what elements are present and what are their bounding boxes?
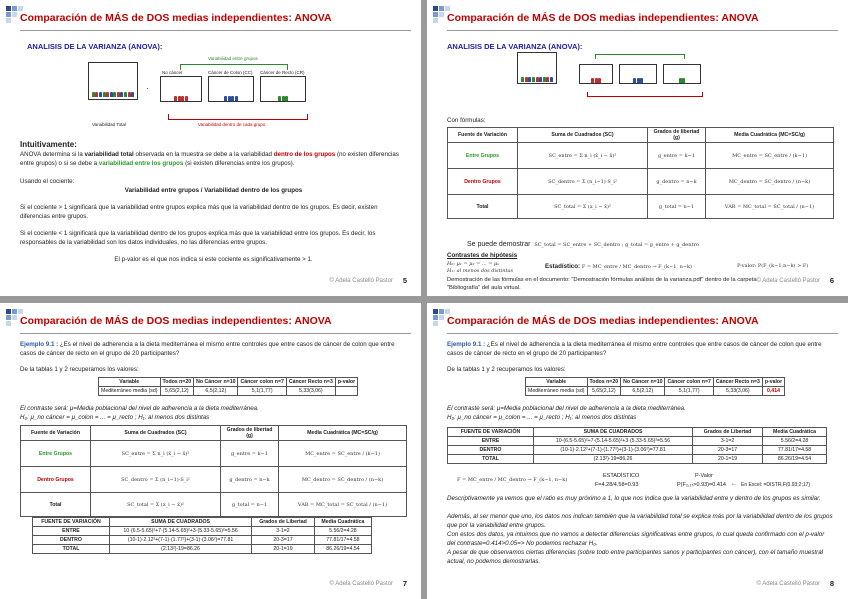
nt-r2c1: (2.13²)·19=86.26 — [109, 545, 251, 554]
mt-c0: Mediterráneo media (sd) — [526, 387, 588, 396]
pvalor-header: P-Valor — [695, 473, 713, 479]
row-total-sc: SC_total = Σ (x_i − x̄)² — [91, 493, 221, 517]
p1-b: variabilidad total — [84, 151, 134, 158]
nt-r2c0: TOTAL — [448, 455, 534, 464]
se-puede-text: Se puede demostrar — [467, 241, 531, 248]
slide-7 — [0, 303, 421, 599]
mt-h4: Cáncer Recto n=3 — [713, 378, 762, 387]
nt-r0c2: 3-1=2 — [693, 437, 763, 446]
estadistico-header: ESTADÍSTICO — [603, 473, 640, 479]
nt-r0c0: ENTRE — [33, 527, 110, 536]
contraste-label: El contraste será: — [447, 405, 496, 412]
slide-title: Comparación de MÁS de DOS medias independientes: ANOVA — [20, 315, 332, 327]
nt-r1c1: (10-1)·2.12²+(7-1)·(1.77²)+(3-1)·(3.06²)=77.81 — [109, 536, 251, 545]
mt-h5: p-valor — [762, 378, 784, 387]
means-table — [525, 377, 785, 396]
slide-6 — [427, 0, 848, 296]
row-total-label: Total — [21, 493, 91, 517]
fig-group-3-label: Cáncer de Recto (CR) — [260, 70, 305, 75]
ejemplo-label: Ejemplo 9.1 : — [447, 341, 486, 348]
title-divider — [447, 333, 838, 334]
col-mc: Media Cuadrática (MC=SC/g) — [279, 426, 407, 441]
nt-r2c3: 86.26/19=4.54 — [314, 545, 371, 554]
page-number: 5 — [402, 276, 407, 285]
mt-c4: 5,33(3,06) — [713, 387, 762, 396]
mt-c3: 5,1(1,77) — [238, 387, 286, 396]
anova-figure — [88, 54, 328, 136]
mt-h2: No Cáncer n=10 — [194, 378, 238, 387]
paragraph-gt1: Si el cociente > 1 significará que la variabilidad entre grupos explica más que la variabilidad dentro de los grupos. Es decir, existen diferencias entre grupos. — [20, 204, 378, 220]
footer: © Adela Castelló Pastor — [329, 278, 393, 284]
slide-title: Comparación de MÁS de DOS medias independientes: ANOVA — [447, 315, 759, 327]
nt-r1c3: 77.81/17=4.58 — [763, 446, 827, 455]
ejemplo-text — [447, 341, 834, 358]
numeric-anova-table — [32, 517, 372, 554]
fig-total-label: Variabilidad Total — [92, 122, 126, 127]
slide-subtitle: ANALISIS DE LA VARIANZA (ANOVA): — [27, 42, 163, 51]
nt-h2: Grados de Libertad — [252, 518, 315, 527]
paragraph-cociente: Usando el cociente: — [20, 178, 75, 185]
fig-group-2-label: Cáncer de Colon (CC) — [208, 70, 253, 75]
nt-r0c1: 10·(6.5-5.65)²+7·(5.14-5.65)²+3·(5.33-5.65)²=5.56 — [534, 437, 693, 446]
nt-r1c0: DENTRO — [448, 446, 534, 455]
mt-c1: 5,65(2,12) — [160, 387, 194, 396]
nt-r1c1: (10-1)·2.12²+(7-1)·(1.77²)+(3-1)·(3.06²)=77.81 — [534, 446, 693, 455]
mt-c0: Mediterráneo media (sd) — [99, 387, 161, 396]
slide-subtitle: ANALISIS DE LA VARIANZA (ANOVA): — [447, 42, 583, 51]
means-table — [98, 377, 358, 396]
fig-within-label: Variabilidad dentro de cada grupo — [198, 122, 266, 127]
pvalor-formula: P-valor: P(F_(k−1,n−k) > F) — [737, 263, 809, 269]
mt-h2: No Cáncer n=10 — [621, 378, 665, 387]
fig-between-label: Variabilidad entre grupos — [208, 56, 258, 61]
paragraph-lt1: Si el cociente < 1 significará que la variabilidad dentro de los grupos explica más que la variabilidad entre los grupos. Es decir, los responsables de la variabilidad son los datos individuales, no las diferencias entre grupos. — [20, 230, 376, 246]
identity-formula: SC_total = SC_entre + SC_dentro ; g_total = g_entre + g_dentro — [534, 242, 699, 248]
page-number: 6 — [829, 276, 834, 285]
title-divider — [447, 30, 838, 31]
conclusion-2: Además, al ser menor que uno, los datos nos indican también que la variabilidad total se explica más por la variabilidad dentro de los grupos que por la variabilidad entre grupos. — [447, 513, 833, 529]
mu-definition: μ=Media poblacional del nivel de adherencia a la dieta mediterránea. — [68, 405, 259, 412]
row-dentro-g: g_dentro = n−k — [221, 467, 279, 493]
anova-formula-table — [20, 425, 407, 517]
row-total-g: g_total = n−1 — [221, 493, 279, 517]
ejemplo-question: ¿Es el nivel de adherencia a la dieta mediterránea el mismo entre controles que entre casos de cáncer de colon que entre casos de cáncer de recto en el grupo de 20 participantes? — [447, 341, 822, 357]
row-total-mc: VAR = MC_total = SC_total / (n−1) — [279, 493, 407, 517]
mt-c4: 5,33(3,06) — [286, 387, 335, 396]
excel-formula: En Excel: =DISTR.F(0.93;2;17) — [741, 482, 811, 488]
mt-h1: Todos n=20 — [587, 378, 621, 387]
nt-r0c0: ENTRE — [448, 437, 534, 446]
nt-r2c2: 20-1=19 — [252, 545, 315, 554]
p1-d: dentro de los grupos — [273, 151, 336, 158]
footer: © Adela Castelló Pastor — [756, 278, 820, 284]
numeric-anova-table — [447, 427, 827, 464]
paragraph-ratio: Variabilidad entre grupos / Variabilidad dentro de los grupos — [124, 187, 303, 194]
p1-c: observada en la muestra se debe a la variabilidad — [133, 151, 274, 158]
p1-f: variabilidad entre los grupos — [98, 159, 184, 167]
pvalor-value: P(F₂,₁₇>0.93)=0.414 — [677, 482, 726, 488]
col-g: Grados de libertad (g) — [221, 426, 279, 441]
col-fuente: Fuente de Variación — [448, 128, 518, 143]
nt-r1c2: 20-3=17 — [252, 536, 315, 545]
h1-formula: H₁: al menos dos distintas — [447, 268, 514, 274]
mt-h4: Cáncer Recto n=3 — [286, 378, 335, 387]
row-entre-sc: SC_entre = Σ n_i (x̄_i − x̄)² — [91, 441, 221, 467]
row-dentro-sc: SC_dentro = Σ (n_i−1)·S_i² — [518, 169, 648, 195]
title-divider — [20, 333, 411, 334]
nt-r1c2: 20-3=17 — [693, 446, 763, 455]
footer: © Adela Castelló Pastor — [756, 581, 820, 587]
group-2-box — [619, 64, 657, 84]
contraste-label: El contraste será: — [20, 405, 69, 412]
group-3-box — [260, 76, 306, 102]
nt-h3: Media Cuadrática — [314, 518, 371, 527]
total-group-box — [88, 62, 138, 100]
contraste-text — [447, 405, 834, 414]
nt-r0c1: 10·(6.5-5.65)²+7·(5.14-5.65)²+3·(5.33-5.65)²=5.56 — [109, 527, 251, 536]
row-dentro-g: g_dentro = n−k — [648, 169, 706, 195]
ejemplo-question: ¿Es el nivel de adherencia a la dieta mediterránea el mismo entre controles que entre casos de cáncer de colon que entre casos de cáncer de recto en el grupo de 20 participantes? — [20, 341, 395, 357]
mt-c1: 5,65(2,12) — [587, 387, 621, 396]
f-definition: F = MC_entre / MC_dentro → F_(k−1, n−k) — [457, 477, 568, 483]
row-entre-sc: SC_entre = Σ n_i (x̄_i − x̄)² — [518, 143, 648, 169]
row-entre-g: g_entre = k−1 — [648, 143, 706, 169]
estadistico-value: F=4.28/4.58=0.93 — [595, 482, 639, 488]
hypothesis-text: H₀: μ_no cáncer = μ_colon = ... = μ_recto ; H₁: al menos dos distintas — [447, 414, 637, 421]
row-dentro-mc: MC_dentro = SC_dentro / (n−k) — [706, 169, 834, 195]
col-mc: Media Cuadrática (MC=SC/g) — [706, 128, 834, 143]
mt-c3: 5,1(1,77) — [665, 387, 713, 396]
ejemplo-label: Ejemplo 9.1 : — [20, 341, 59, 348]
mt-h0: Variable — [99, 378, 161, 387]
row-entre-mc: MC_entre = SC_entre / (k−1) — [279, 441, 407, 467]
p1-e: (no existen diferencias entre grupos) o si se debe a — [20, 151, 399, 167]
mt-h5: p-valor — [335, 378, 357, 387]
page-number: 7 — [402, 579, 407, 588]
slide-5 — [0, 0, 421, 296]
col-fuente: Fuente de Variación — [21, 426, 91, 441]
nt-r2c1: (2.13²)·19=86.26 — [534, 455, 693, 464]
col-sc: Suma de Cuadrados (SC) — [91, 426, 221, 441]
mt-c5 — [335, 387, 357, 396]
paragraph-pvalor: El p-valor es el que nos indica si este cociente es significativamente > 1. — [114, 256, 313, 263]
anova-figure-small — [517, 50, 717, 112]
within-bracket — [587, 92, 703, 97]
slide-title: Comparación de MÁS de DOS medias independientes: ANOVA — [447, 12, 759, 24]
group-1-box — [160, 76, 202, 102]
slide-8 — [427, 303, 848, 599]
between-bracket — [180, 64, 288, 70]
row-dentro-mc: MC_dentro = SC_dentro / (n−k) — [279, 467, 407, 493]
estadistico-label: Estadístico: — [545, 263, 581, 270]
nt-h3: Media Cuadrática — [763, 428, 827, 437]
row-total-mc: VAR = MC_total = SC_total / (n−1) — [706, 195, 834, 219]
f-formula: F = MC_entre / MC_dentro → F_(k−1, n−k) — [581, 264, 692, 270]
se-puede-demostrar — [467, 240, 834, 250]
mu-definition: μ=Media poblacional del nivel de adherencia a la dieta mediterránea. — [495, 405, 686, 412]
dot-separator: · — [146, 84, 149, 93]
arrow-icon: ← — [731, 481, 737, 487]
mt-h3: Cáncer colon n=7 — [238, 378, 286, 387]
footer: © Adela Castelló Pastor — [329, 581, 393, 587]
anova-formula-table — [447, 127, 834, 219]
nt-h1: SUMA DE CUADRADOS — [109, 518, 251, 527]
nt-h0: FUENTE DE VARIACIÓN — [33, 518, 110, 527]
tablas-text: De la tablas 1 y 2 recuperamos los valores: — [447, 366, 566, 373]
heading-intuitivamente: Intuitivamente: — [20, 140, 77, 149]
demo-text: Demostración de las fórmulas en el documento: "Demostración fórmulas análisis de la varianza.pdf" dentro de la carpeta "Bibliografía" del aula virtual. — [447, 277, 757, 292]
col-sc: Suma de Cuadrados (SC) — [518, 128, 648, 143]
slide-title: Comparación de MÁS de DOS medias independientes: ANOVA — [20, 12, 332, 24]
row-total-sc: SC_total = Σ (x_i − x̄)² — [518, 195, 648, 219]
nt-r2c3: 86.26/19=4.54 — [763, 455, 827, 464]
row-entre-g: g_entre = k−1 — [221, 441, 279, 467]
nt-r0c2: 3-1=2 — [252, 527, 315, 536]
row-total-g: g_total = n−1 — [648, 195, 706, 219]
nt-r2c0: TOTAL — [33, 545, 110, 554]
row-total-label: Total — [448, 195, 518, 219]
nt-h2: Grados de Libertad — [693, 428, 763, 437]
mt-h0: Variable — [526, 378, 588, 387]
title-divider — [20, 30, 411, 31]
between-bracket — [595, 54, 685, 59]
conclusion-1: Descriptivamente ya vemos que el ratio es muy próximo a 1, lo que nos indica que la variabilidad entre y dentro de los grupos es similar. — [447, 495, 821, 502]
tablas-text: De la tablas 1 y 2 recuperamos los valores: — [20, 366, 139, 373]
paragraph-anova — [20, 151, 407, 168]
mt-h1: Todos n=20 — [160, 378, 194, 387]
nt-r1c0: DENTRO — [33, 536, 110, 545]
hypothesis-text: H₀: μ_no cáncer = μ_colon = ... = μ_recto ; H₁: al menos dos distintas — [20, 414, 210, 421]
h0-formula: H₀: μ₁ = μ₂ = ... = μₖ — [447, 261, 500, 267]
nt-h1: SUMA DE CUADRADOS — [534, 428, 693, 437]
group-2-box — [208, 76, 254, 102]
ejemplo-text — [20, 341, 407, 358]
conclusion-3: Con estos dos datos, ya intuimos que no vamos a detectar diferencias significativas entre grupos, lo cual queda confirmado con el p-valor del contraste=0.414>0.05=> No podemos rechazar H₀. — [447, 531, 825, 547]
row-dentro-label: Dentro Grupos — [448, 169, 518, 195]
row-entre-label: Entre Grupos — [21, 441, 91, 467]
mt-c2: 6,5(2,12) — [621, 387, 665, 396]
within-bracket — [168, 114, 308, 120]
nt-r2c2: 20-1=19 — [693, 455, 763, 464]
p1-g: (si existen diferencias entre los grupos). — [183, 159, 295, 167]
conclusion-4: A pesar de que observamos ciertas diferencias (sobre todo entre participantes sanos y participantes con cáncer), con el tamaño muestral actual, no podemos demostrarlas. — [447, 549, 824, 565]
nt-r0c3: 5.56/2=4.28 — [314, 527, 371, 536]
row-dentro-sc: SC_dentro = Σ (n_i−1)·S_i² — [91, 467, 221, 493]
group-3-box — [663, 64, 701, 84]
mt-c2: 6,5(2,12) — [194, 387, 238, 396]
mt-c5-pvalue: 0,414 — [762, 387, 784, 396]
row-entre-label: Entre Grupos — [448, 143, 518, 169]
row-dentro-label: Dentro Grupos — [21, 467, 91, 493]
nt-r0c3: 5.56/2=4.28 — [763, 437, 827, 446]
col-g: Grados de libertad (g) — [648, 128, 706, 143]
contrastes-heading: Contrastes de hipótesis — [447, 252, 518, 259]
con-formulas: Con fórmulas: — [447, 117, 486, 124]
nt-h0: FUENTE DE VARIACIÓN — [448, 428, 534, 437]
mt-h3: Cáncer colon n=7 — [665, 378, 713, 387]
nt-r1c3: 77.81/17=4.58 — [314, 536, 371, 545]
contraste-text — [20, 405, 407, 414]
page-number: 8 — [829, 579, 834, 588]
row-entre-mc: MC_entre = SC_entre / (k−1) — [706, 143, 834, 169]
group-1-box — [579, 64, 613, 84]
fig-group-1-label: No cáncer — [162, 70, 183, 75]
p1-a: ANOVA determina si la — [20, 151, 85, 158]
total-group-box — [517, 52, 557, 84]
